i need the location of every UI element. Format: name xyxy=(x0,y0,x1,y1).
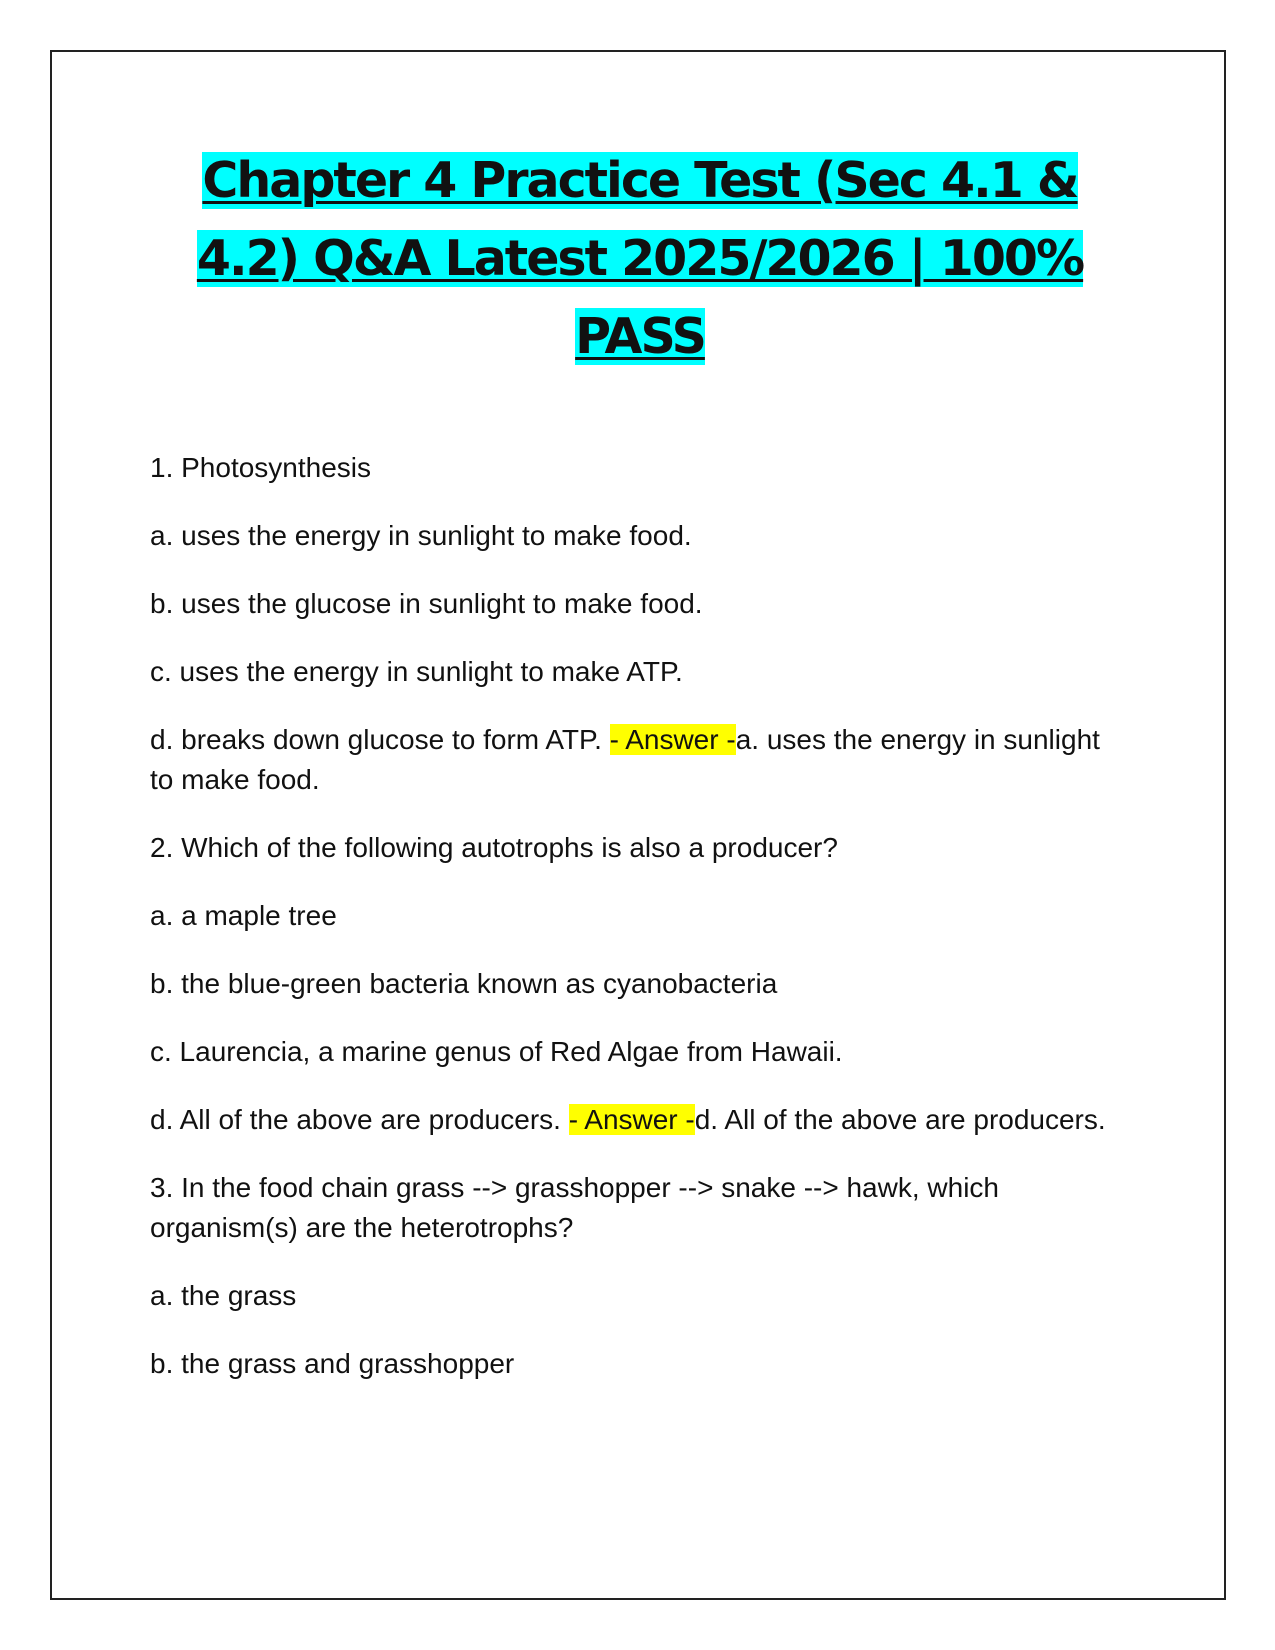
question-1-option-d-with-answer xyxy=(150,720,1110,800)
question-3-option-a: a. the grass xyxy=(150,1280,297,1311)
question-2-option-d: d. All of the above are producers. xyxy=(150,1104,569,1135)
question-3-option-b: b. the grass and grasshopper xyxy=(150,1348,515,1379)
questions-body xyxy=(150,448,1110,1412)
title-line-2: 4.2) Q&A Latest 2025/2026 | 100% xyxy=(196,230,1084,287)
question-2-option-a: a. a maple tree xyxy=(150,900,337,931)
question-2-option-c: c. Laurencia, a marine genus of Red Algae from Hawaii. xyxy=(150,1036,843,1067)
question-1-option-d: d. breaks down glucose to form ATP. xyxy=(150,724,610,755)
question-2-option-b: b. the blue-green bacteria known as cyanobacteria xyxy=(150,968,778,999)
question-2-option-d-with-answer xyxy=(150,1100,1110,1140)
question-1-option-b: b. uses the glucose in sunlight to make food. xyxy=(150,588,703,619)
question-2-answer: d. All of the above are producers. xyxy=(694,1104,1106,1135)
question-1-stem: 1. Photosynthesis xyxy=(150,452,372,483)
title-line-1: Chapter 4 Practice Test (Sec 4.1 & xyxy=(202,152,1078,209)
question-1-option-c: c. uses the energy in sunlight to make ATP. xyxy=(150,656,683,687)
question-1-answer: a. uses the energy in sunlight to make food. xyxy=(150,724,1100,795)
answer-marker-highlight: - Answer - xyxy=(568,1104,695,1135)
question-1-option-a: a. uses the energy in sunlight to make food. xyxy=(150,520,692,551)
question-2-stem: 2. Which of the following autotrophs is also a producer? xyxy=(150,832,838,863)
question-3-stem: 3. In the food chain grass --> grasshopper --> snake --> hawk, which organism(s) are the heterotrophs? xyxy=(150,1172,999,1243)
document-title xyxy=(100,142,1180,376)
answer-marker-highlight: - Answer - xyxy=(609,724,736,755)
title-line-3: PASS xyxy=(575,308,705,365)
